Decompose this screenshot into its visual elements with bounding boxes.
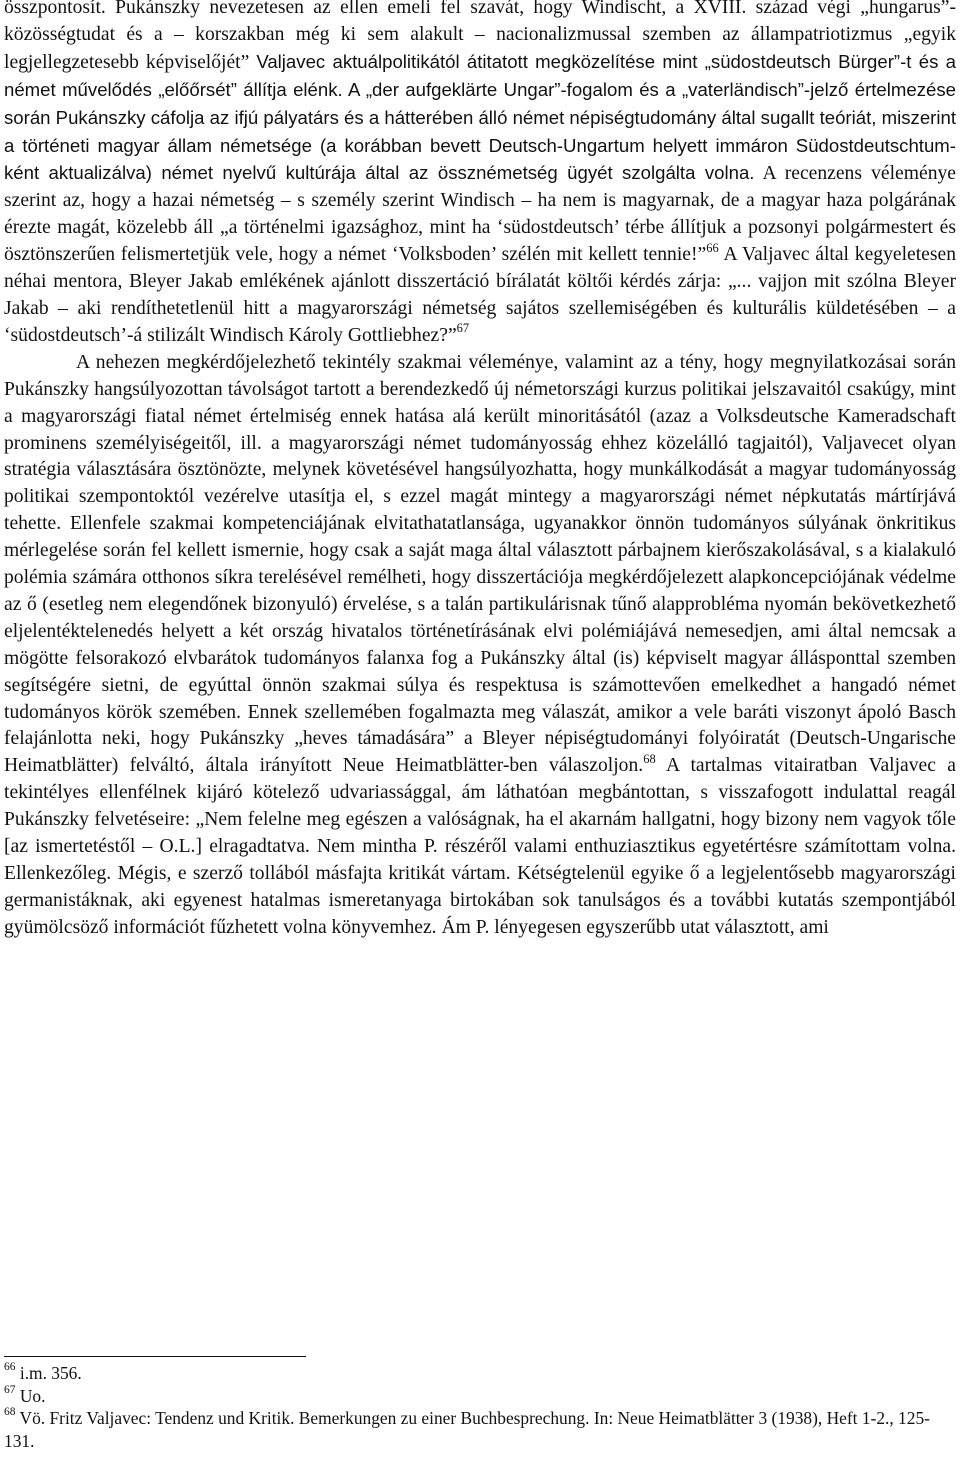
footnote-text: Uo. xyxy=(19,1385,46,1406)
footnote-number: 67 xyxy=(4,1383,16,1396)
footnote-text: i.m. 356. xyxy=(19,1363,82,1383)
footnote-ref-67: 67 xyxy=(456,321,470,336)
footnote-number: 66 xyxy=(4,1361,16,1374)
body-paragraph-1 xyxy=(4,0,956,350)
footnote-ref-66: 66 xyxy=(706,240,719,255)
body-paragraph-2 xyxy=(4,350,956,942)
document-page xyxy=(4,0,956,942)
paragraph-1-text-c: A Valjavec által kegyeletesen néhai mentora, Bleyer Jakab emlékének ajánlott disszertáció bírálatát költői kérdés zárja: „... vajjon mit szólna Bleyer Jakab – aki rendíthetetlenül hitt a magyarországi németség sajátos szellemiségében és kulturális küldetésében – a ‘südostdeutsch’-á stilizált Windisch Károly Gottliebhez?” xyxy=(4,244,956,346)
footnote-number: 68 xyxy=(4,1406,16,1419)
paragraph-2-text-b: A tartalmas vitairatban Valjavec a tekintélyes ellenfélnek kijáró kötelező udvariassággal, ám láthatóan megbántottan, s visszafogott indulattal reagál Pukánszky felvetéseire: „Nem felelne meg egészen a valóságnak, ha el akarnám hallgatni, hogy bizony nem vagyok tőle [az ismertetéstől – O.L.] elragadtatva. Nem mintha P. részéről valami enthuziasztikus egyetértésre számítottam volna. Ellenkezőleg. Mégis, e szerző tollából másfajta kritikát vártam. Kétségtelenül egyike ő a legjelentősebb magyarországi germanistáknak, aki egyenest hatalmas ismeretanyaga birtokában sok tanulságos és a további kutatás szempontjából gyümölcsöző információt fűzhetett volna könyvemhez. Ám P. lényegesen egyszerűbb utat választott, ami xyxy=(4,755,956,938)
footnote-separator xyxy=(4,1356,306,1357)
footnote-67 xyxy=(4,1385,956,1408)
footnote-ref-68: 68 xyxy=(643,751,656,766)
footnote-66 xyxy=(4,1362,956,1385)
footnote-text: Vö. Fritz Valjavec: Tendenz und Kritik. Bemerkungen zu einer Buchbesprechung. In: Neue Heimatblätter 3 (1938), Heft 1-2., 125-131. xyxy=(4,1408,930,1451)
footnotes xyxy=(4,1362,956,1452)
footnote-68 xyxy=(4,1407,956,1452)
paragraph-1-text-sans: Valjavec aktuálpolitikától átitatott megközelítése mint „südostdeutsch Bürger”-t és a német művelődés „előőrsét” állítja elénk. A „der aufgeklärte Ungar”-fogalom és a „vaterländisch”-jelző értelmezése során Pukánszky cáfolja az ifjú pályatárs és a hátterében álló német népiségtudomány által sugallt teóriát, miszerint a történeti magyar állam németsége (a korábban bevett Deutsch-Ungartum helyett immáron Südostdeutschtum-ként aktualizálva) német nyelvű kultúrája által az össznémetség ügyét szolgálta volna. xyxy=(4,50,956,184)
paragraph-1-text-a: összpontosít. Pukánszky nevezetesen az ellen emeli fel szavát, hogy Windischt, a XVIII. század végi „hungarus”-közösségtudat és a – korszakban még ki sem alakult – nacionalizmussal szemben az állampatriotizmus „egyik legjellegzetesebb képviselőjét” xyxy=(4,0,956,73)
paragraph-2-text-a: A nehezen megkérdőjelezhető tekintély szakmai véleménye, valamint az a tény, hogy megnyilatkozásai során Pukánszky hangsúlyozottan távolságot tartott a berendezkedő új németországi kurzus politikai jelszavaitól csakúgy, mint a magyarországi fiatal német értelmiség ennek hatása alá került minoritásától (azaz a Volksdeutsche Kameradschaft prominens személyiségeitől, ill. a magyarországi német tudományosság ehhez közelálló tagjaitól), Valjavecet olyan stratégia választására ösztönözte, melynek követésével hangsúlyozhatta, hogy munkálkodását a magyar tudományosság politikai szempontoktól vezérelve utasítja el, s ezzel magát mintegy a magyarországi német népkutatás mártírjává tehette. Ellenfele szakmai kompetenciájának elvitathatatlansága, ugyanakkor önnön tudományos súlyának önkritikus mérlegelése során fel kellett ismernie, hogy csak a saját maga által választott párbajnem kierőszakolásával, s a kialakuló polémia számára otthonos síkra terelésével remélheti, hogy disszertációja megkérdőjelezett alapkoncepciójának védelme az ő (esetleg nem elegendőnek bizonyuló) érvelése, s a talán partikulárisnak tűnő alapprobléma nyomán bekövetkezhető eljelentéktelenedés helyett a két ország hivatalos történetírásának elvi polémiájává nemesedjen, ami által nemcsak a mögötte felsorakozó elvbarátok tudományos falanxa fog a Pukánszky által (is) képviselt magyar állásponttal szemben segítségére sietni, de egyúttal önnön szakmai súlya és respektusa is számottevően emelkedhet a hangadó német tudományos körök szemében. Ennek szellemében fogalmazta meg válaszát, amikor a vele baráti viszonyt ápoló Basch felajánlotta neki, hogy Pukánszky „heves támadására” a Bleyer népiségtudományi folyóiratát (Deutsch-Ungarische Heimatblätter) felváltó, általa irányított Neue Heimatblätter-ben válaszoljon. xyxy=(4,351,956,777)
paragraph-1-text-b: A recenzens véleménye szerint az, hogy a hazai németség – s személy szerint Windisch – ha nem is magyarnak, de a magyar haza polgárának érezte magát, közelebb áll „a történelmi igazsághoz, mint ha ‘südostdeutsch’ térbe állítjuk a pozsonyi polgármestert és ösztönszerűen felismertetjük vele, hogy a német ‘Volksboden’ szélén mit kellett tennie!” xyxy=(4,163,956,266)
